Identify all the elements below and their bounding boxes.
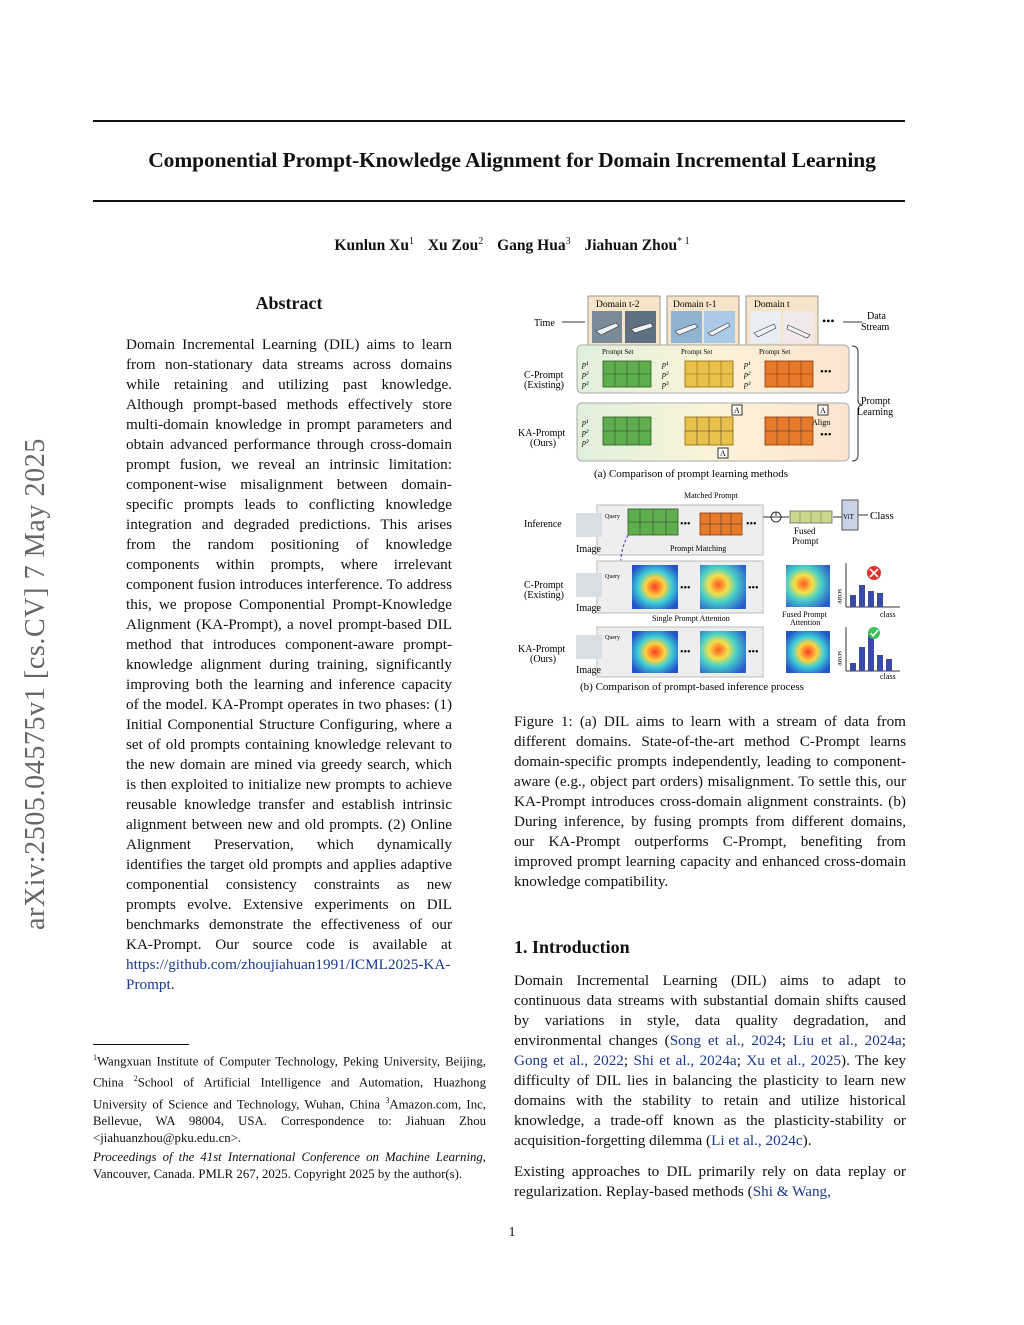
author: Jiahuan Zhou$^{* 1}$ bbox=[584, 236, 690, 255]
svg-text:p¹: p¹ bbox=[582, 360, 589, 369]
inference-label: Inference bbox=[524, 519, 562, 530]
citation-link[interactable]: Shi et al., 2024a bbox=[633, 1052, 737, 1069]
citation-link[interactable]: Liu et al., 2024a bbox=[793, 1032, 902, 1049]
svg-text:p³: p³ bbox=[744, 380, 751, 389]
domain-image bbox=[750, 311, 781, 343]
matched-prompt-label: Matched Prompt bbox=[684, 491, 738, 500]
svg-text:p²: p² bbox=[582, 370, 589, 379]
citation-link[interactable]: Song et al., 2024 bbox=[669, 1032, 782, 1049]
abstract-body: Domain Incremental Learning (DIL) aims to learn from non-stationary data streams across domains while retaining and utilizing past knowledge. Although prompt-based methods effectively store multi-domain knowledge in prompt parameters and obtain advanced performance through cross-domain prompt fusion, we reveal an intrinsic limitation: component-wise misalignment between domain-specific prompts leads to conflicting knowledge integration and degraded predictions. This arises from the random positioning of knowledge components within prompts, where irrelevant component fusion introduces interference. To address this, we propose Componential Prompt-Knowledge Alignment (KA-Prompt), a novel prompt-based DIL method that introduces component-aware prompt-knowledge alignment during training, significantly improving both the learning and inference capacity of the model. KA-Prompt operates in two phases: (1) Initial Componential Structure Configuring, where a set of old prompts containing knowledge relevant to the new domain are mined via greedy search, which is then exploited to initialize new prompts to achieve reusable knowledge transfer and establish intrinsic alignment between new and old prompts. (2) Online Alignment Preservation, which dynamically identifies the target old prompts and applies adaptive componential consistency constraints as new prompts evolve. Extensive experiments on DIL benchmarks demonstrate the effectiveness of our KA-Prompt. Our source code is available at https://github.com/zhoujiahuan1991/ICML2025-KA-Prompt. bbox=[126, 336, 452, 993]
svg-text:p³: p³ bbox=[582, 380, 589, 389]
fused-attention-map bbox=[786, 565, 830, 607]
ellipsis: ••• bbox=[822, 314, 835, 328]
svg-text:p¹: p¹ bbox=[744, 360, 751, 369]
fused-prompt-label: Fused bbox=[794, 526, 816, 536]
class-axis-label: class bbox=[880, 672, 896, 681]
ellipsis: ••• bbox=[680, 583, 691, 594]
prompt-matching-label: Prompt Matching bbox=[670, 544, 727, 553]
query-image bbox=[576, 513, 602, 537]
citation-link[interactable]: Gong et al., 2022 bbox=[514, 1052, 624, 1069]
intro-paragraph: Existing approaches to DIL primarily rely on data replay or regularization. Replay-based methods (Shi & Wang, bbox=[514, 1163, 906, 1200]
fused-attention-label: Attention bbox=[790, 618, 821, 627]
ellipsis: ••• bbox=[748, 647, 759, 658]
section-heading: 1. Introduction bbox=[514, 937, 630, 957]
class-label: Class bbox=[870, 510, 894, 522]
time-label: Time bbox=[534, 318, 555, 329]
align-box-label: A bbox=[820, 406, 826, 415]
figure-caption: Figure 1: (a) DIL aims to learn with a stream of data from different domains. State-of-the-art method C-Prompt learns domain-specific prompts independently, leading to component-aware (e.g., object part orders) misalignment. To settle this, our KA-Prompt introduces cross-domain alignment constraints. (b) During inference, by fusing prompts from different domains, our KA-Prompt outperforms C-Prompt, benefiting from improved prompt learning capacity and enhanced cross-domain knowledge compatibility. bbox=[514, 713, 906, 890]
prompt-learning-label: Prompt bbox=[861, 396, 891, 407]
data-stream-label: Data bbox=[867, 311, 886, 322]
single-attention-label: Single Prompt Attention bbox=[652, 614, 730, 623]
author: Gang Hua$^3$ bbox=[497, 236, 571, 255]
citation-link[interactable]: Shi & Wang, bbox=[752, 1183, 831, 1200]
c-prompt-label: C-Prompt bbox=[524, 370, 564, 381]
image-label: Image bbox=[576, 544, 601, 555]
citation-link[interactable]: Li et al., 2024c bbox=[711, 1132, 803, 1149]
footnote-rule bbox=[93, 1044, 189, 1045]
attention-map bbox=[700, 631, 746, 673]
svg-text:p²: p² bbox=[744, 370, 751, 379]
image-label: Image bbox=[576, 665, 601, 676]
image-label: Image bbox=[576, 603, 601, 614]
ellipsis: ••• bbox=[820, 366, 832, 378]
fused-prompt-label: Prompt bbox=[792, 536, 819, 546]
score-chart-correct bbox=[846, 627, 900, 671]
ka-prompt-label: KA-Prompt bbox=[518, 644, 566, 655]
abstract-heading: Abstract bbox=[255, 293, 323, 313]
caption-a: (a) Comparison of prompt learning methods bbox=[594, 468, 788, 480]
ellipsis: ••• bbox=[748, 583, 759, 594]
ellipsis: ••• bbox=[746, 519, 757, 530]
c-prompt-label: (Existing) bbox=[524, 380, 564, 391]
vit-label: ViT bbox=[843, 513, 854, 521]
prompt-symbol: p¹ bbox=[582, 418, 589, 427]
query-image bbox=[576, 635, 602, 659]
svg-text:p³: p³ bbox=[662, 380, 669, 389]
c-prompt-label: (Existing) bbox=[524, 590, 564, 601]
svg-text:Prompt Set: Prompt Set bbox=[759, 348, 791, 356]
author-list bbox=[0, 236, 1024, 255]
align-box-label: A bbox=[720, 449, 726, 458]
intro-paragraph: Domain Incremental Learning (DIL) aims to adapt to continuous data streams with substantial domain shifts caused by variations in style, data quality degradation, and environmental changes (Song et al., 2024; Liu et al., 2024a; Gong et al., 2022; Shi et al., 2024a; Xu et al., 2025). The key difficulty of DIL lies in balancing the plasticity to learn new domains with the stability to retain and utilize historical knowledge, a trade-off known as the plasticity-stability or acquisition-forgetting dilemma (Li et al., 2024c). bbox=[514, 972, 906, 1149]
source-code-link[interactable]: https://github.com/zhoujiahuan1991/ICML2025-KA-Prompt bbox=[126, 956, 451, 993]
affiliation-footnote: $^1$Wangxuan Institute of Computer Technology, Peking University, Beijing, China $^2$School of Artificial Intelligence and Automation, Huazhong University of Science and Technology, Wuhan, China $^3$Amazon.com, Inc, Bellevue, WA 98004, USA. Correspondence to: Jiahuan Zhou <jiahuanzhou@pku.edu.cn>. bbox=[93, 1053, 486, 1145]
attention-map bbox=[632, 631, 678, 673]
prompt-learning-label: Learning bbox=[857, 407, 894, 418]
ka-prompt-label: (Ours) bbox=[530, 654, 557, 665]
query-label: Query bbox=[605, 635, 620, 641]
ka-prompt-label: KA-Prompt bbox=[518, 428, 566, 439]
paper-title: Componential Prompt-Knowledge Alignment for Domain Incremental Learning bbox=[148, 148, 876, 172]
arxiv-identifier: arXiv:2505.04575v1 [cs.CV] 7 May 2025 bbox=[20, 438, 51, 930]
data-stream-label: Stream bbox=[861, 322, 890, 333]
class-axis-label: class bbox=[880, 610, 896, 619]
author: Xu Zou$^2$ bbox=[427, 236, 484, 255]
caption-b: (b) Comparison of prompt-based inference process bbox=[580, 681, 804, 693]
score-chart-wrong bbox=[846, 563, 900, 607]
title-rule-top bbox=[93, 120, 905, 122]
author: Kunlun Xu$^1$ bbox=[334, 236, 414, 255]
align-box-label: A bbox=[734, 406, 740, 415]
title-rule-bottom bbox=[93, 200, 905, 202]
c-prompt-label: C-Prompt bbox=[524, 580, 564, 591]
ka-prompt-label: (Ours) bbox=[530, 438, 557, 449]
fused-attention-label: Fused Prompt bbox=[782, 610, 827, 619]
page-number: 1 bbox=[508, 1225, 516, 1240]
ellipsis: ••• bbox=[680, 647, 691, 658]
attention-map bbox=[700, 565, 746, 609]
score-axis-label: score bbox=[836, 651, 844, 666]
query-label: Query bbox=[605, 574, 620, 580]
proceedings-note: Proceedings of the 41st International Conference on Machine Learning, Vancouver, Canada. PMLR 267, 2025. Copyright 2025 by the author(s). bbox=[93, 1150, 486, 1181]
domain-label: Domain t-1 bbox=[673, 300, 717, 310]
svg-text:Prompt Set: Prompt Set bbox=[681, 348, 713, 356]
ellipsis: ••• bbox=[820, 429, 832, 441]
svg-text:p²: p² bbox=[662, 370, 669, 379]
figure-1 bbox=[510, 293, 910, 703]
query-label: Query bbox=[605, 514, 620, 520]
fused-attention-map bbox=[786, 631, 830, 673]
citation-link[interactable]: Xu et al., 2025 bbox=[746, 1052, 842, 1069]
prompt-symbol: p² bbox=[582, 428, 589, 437]
align-label: Align bbox=[812, 418, 831, 427]
query-image bbox=[576, 573, 602, 597]
ellipsis: ••• bbox=[680, 519, 691, 530]
svg-text:p¹: p¹ bbox=[662, 360, 669, 369]
attention-map bbox=[632, 565, 678, 609]
svg-text:Prompt Set: Prompt Set bbox=[602, 348, 634, 356]
domain-label: Domain t-2 bbox=[596, 300, 640, 310]
prompt-symbol: p³ bbox=[582, 438, 589, 447]
score-axis-label: score bbox=[836, 589, 844, 604]
domain-label: Domain t bbox=[754, 300, 790, 310]
